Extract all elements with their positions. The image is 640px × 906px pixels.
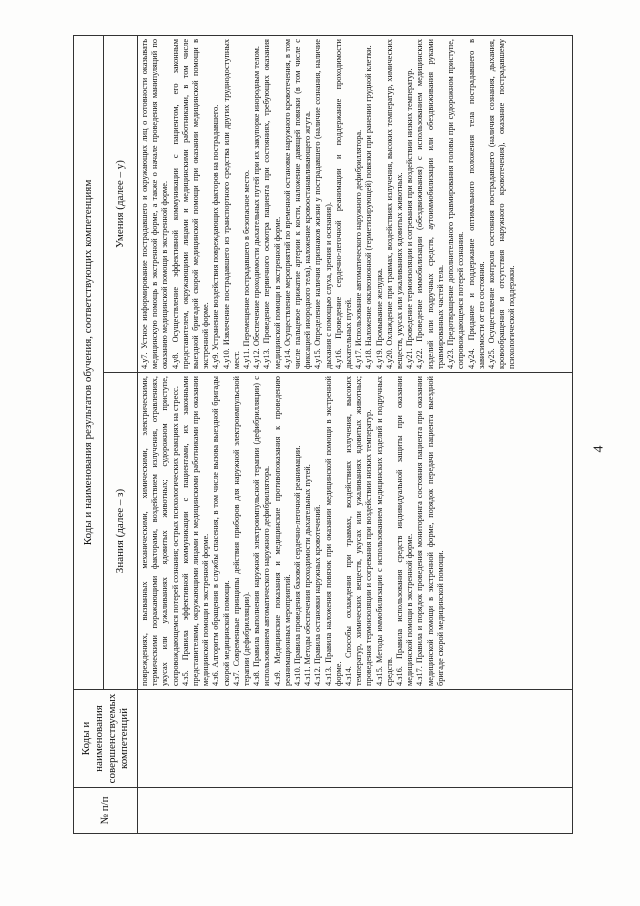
skill-item: 4.у25. Осуществление контроля состояния пострадавшего (наличия сознания, дыхания, кровообращения и отсутствия наружного кровотечения), оказание пострадавшему психологической поддержки. [486,39,517,369]
skill-item: 4.у13. Проведение первичного осмотра пациента при состояниях, требующих оказания медицинской помощи в экстренной форме. [262,39,282,369]
skill-item: 4.у23. Предотвращение дополнительного травмирования головы при судорожном приступе, сопровождающемся потерей сознания. [446,39,466,369]
skills-cell [138,36,573,373]
competency-table [73,35,573,834]
skill-item: 4.у10. Извлечение пострадавшего из транспортного средства или других труднодоступных мест. [221,39,241,369]
skill-item: 4.у20. Охлаждение при травмах, воздействиях излучения, высоких температур, химических веществ, укусах или ужаливаниях ядовитых животных. [384,39,405,369]
rotated-table-container [73,36,573,834]
skill-item: 4.у14. Осуществление мероприятий по временной остановке наружного кровотечения, в том числе пальцевое прижатие артерии к кости, наложение давящей повязки (в том числе с фиксацией инородного тела), наложение кровоостанавливающего жгута. [282,39,313,369]
skill-item: 4.у18. Наложение окклюзионной (герметизирующей) повязки при ранении грудной клетки. [364,45,374,369]
knowledge-item: 4.з13. Правила наложения повязок при оказании медицинской помощи в экстренной форме. [323,376,343,686]
skill-item: 4.у22. Проведение иммобилизации (обездвиживания) с использованием медицинских изделий или подручных средств, аутоиммобилизации или обездвиживания руками травмированных частей тела. [415,39,445,369]
header-competency-codes: Коды и наименования совершенствуемых компетенций [74,690,138,788]
skill-item: 4.у9. Устранение воздействия повреждающих факторов на пострадавшего. [211,104,221,369]
skill-item: 4.у11. Перемещение пострадавшего в безопасное место. [242,169,252,369]
knowledge-item: 4.з10. Правила проведения базовой сердечно-легочной реанимации. [293,445,303,686]
knowledge-item: 4.з17. Правила и порядок проведения мониторинга состояния пациента при оказании медицинской помощи в экстренной форме, порядок передачи пациента выездной бригаде скорой медицинской помощи. [415,376,445,686]
table-row [138,36,573,834]
skill-item: 4.у7. Устное информирование пострадавшего и окружающих лиц о готовности оказывать медицинскую помощь в экстренной форме, а также о начале проведения манипуляций по оказанию медицинской помощи в экстренной форме. [140,39,170,369]
knowledge-cell [138,373,573,690]
knowledge-item: 4.з7. Современные принципы действия приборов для наружной электроимпульсной терапии (дефибрилляции). [231,376,252,686]
header-number: № п/п [74,788,138,834]
skill-item: 4.у17. Использование автоматического наружного дефибриллятора. [354,129,364,369]
page-number: 4 [591,445,607,453]
header-knowledge: Знания (далее – з) [104,373,138,690]
skill-item: 4.у12. Обеспечение проходимости дыхательных путей при их закупорке инородным телом. [252,46,262,369]
skill-item: 4.у19. Промывание желудка. [374,268,384,369]
knowledge-item: 4.з9. Медицинские показания и медицинские противопоказания к проведению реанимационных мероприятий. [272,376,292,686]
header-skills: Умения (далее – у) [104,36,138,373]
skill-item: 4.у15. Определение наличия признаков жизни у пострадавшего (наличие сознания, наличие дыхания с помощью слуха, зрения и осязания). [313,39,333,369]
header-learning-results: Коды и наименования результатов обучения, соответствующих компетенциям [74,36,104,690]
knowledge-item: повреждениях, вызванных механическими, химическими, электрическими, термическими поражающими факторами, воздействием излучения, отравлениях, укусах или ужаливаниях ядовитых животных; судорожном приступе, сопровождающемся потерей сознания; острых психологических реакциях на стресс. [140,376,180,686]
cell-competency [138,690,573,788]
skill-item: 4.у24. Придание и поддержание оптимального положения тела пострадавшего в зависимости от его состояния. [466,39,486,369]
knowledge-item: 4.з8. Правила выполнения наружной электроимпульсной терапии (дефибрилляции) с использованием автоматического наружного дефибриллятора. [252,376,272,686]
cell-number [138,788,573,834]
knowledge-item: 4.з14. Способы охлаждения при травмах, воздействиях излучения, высоких температур, химических веществ, укусах или ужаливаниях ядовитых животных; проведения термоизоляции и согревания при воздействии низких температур. [344,376,374,686]
knowledge-item: 4.з16. Правила использования средств индивидуальной защиты при оказании медицинской помощи в экстренной форме. [395,376,415,686]
knowledge-item: 4.з12. Правила остановки наружных кровотечений. [313,504,323,686]
knowledge-item: 4.з6. Алгоритм обращения в службы спасения, в том числе вызова выездной бригады скорой медицинской помощи. [211,376,231,686]
skill-item: 4.у21. Проведение термоизоляции и согревания при воздействии низких температур. [405,68,415,369]
knowledge-item: 4.з5. Правила эффективной коммуникации с пациентами, их законными представителями, окружающими лицами и медицинскими работниками при оказании медицинской помощи в экстренной форме. [180,376,211,686]
skill-item: 4.у16. Проведение сердечно-легочной реанимации и поддержание проходимости дыхательных путей. [333,39,354,369]
knowledge-item: 4.з11. Методы обеспечения проходимости дыхательных путей. [303,464,313,686]
skill-item: 4.у8. Осуществление эффективной коммуникации с пациентом, его законным представителем, окружающими лицами и медицинскими работниками, в том числе выездной бригадой скорой медицинской помощи при оказании медицинской помощи в экстренной форме. [170,39,211,369]
knowledge-item: 4.з15. Методы иммобилизации с использованием медицинских изделий и подручных средств. [374,376,394,686]
